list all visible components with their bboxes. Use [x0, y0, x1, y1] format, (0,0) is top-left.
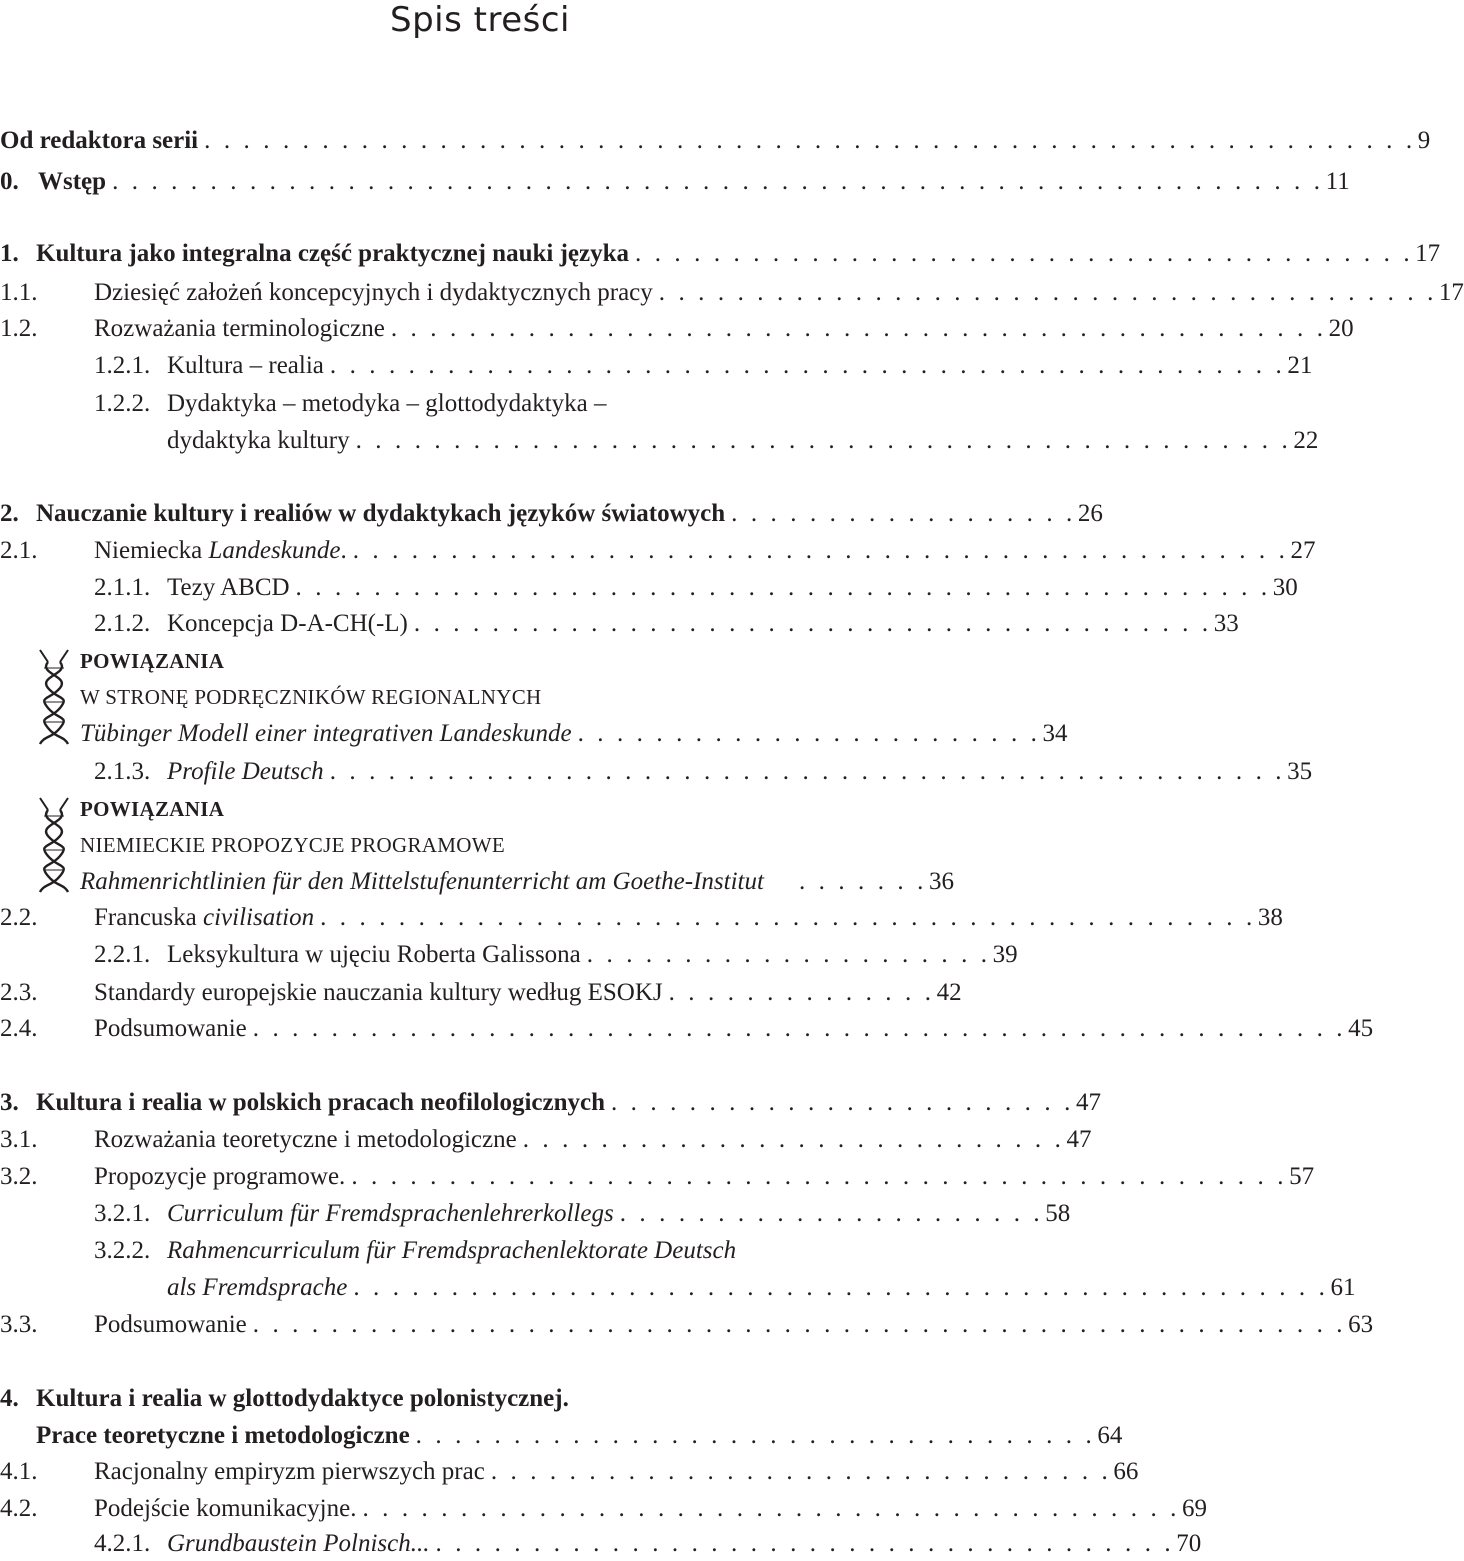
toc-entry-number: 2.2.: [0, 904, 38, 931]
toc-entry-text: Podsumowanie: [94, 1015, 247, 1042]
toc-page-number: 45: [1348, 1015, 1374, 1042]
toc-page-number: 17: [1438, 279, 1464, 306]
toc-entry-number: 1.1.: [0, 279, 38, 306]
toc-entry-text: Leksykultura w ujęciu Roberta Galissona: [167, 941, 581, 968]
toc-entry-text: Grundbaustein Polnisch...: [167, 1530, 430, 1557]
toc-entry-number: 4.1.: [0, 1458, 38, 1485]
toc-page-number: 39: [992, 941, 1018, 968]
toc-page-number: 27: [1290, 537, 1316, 564]
toc-entry-4-1[interactable]: 4.1. Racjonalny empiryzm pierwszych prac . . . . . . . . . . . . . . . . . . . . . . . . . . . . . . . . 66: [0, 1455, 954, 1489]
toc-entry-text: Propozycje programowe.: [94, 1163, 346, 1190]
toc-entry-number: 2.1.3.: [94, 758, 151, 785]
toc-page-number: 69: [1182, 1495, 1208, 1522]
toc-entry-text: Kultura jako integralna część praktycznej nauki języka: [36, 240, 630, 267]
toc-entry-chapter-1[interactable]: 1. Kultura jako integralna część praktycznej nauki języka . . . . . . . . . . . . . . . . . . . . . . . . . . . . . . . . . . . . . . . . 17: [0, 237, 954, 271]
toc-entry-2-2-1[interactable]: 2.2.1. Leksykultura w ujęciu Roberta Galissona . . . . . . . . . . . . . . . . . . . . . 39: [0, 938, 954, 972]
toc-entry-number: 4.2.1.: [94, 1530, 151, 1557]
toc-page-number: 64: [1097, 1422, 1123, 1449]
toc-entry-4-2[interactable]: 4.2. Podejście komunikacyjne. . . . . . . . . . . . . . . . . . . . . . . . . . . . . . . . . . . . . . . . . . . 69: [0, 1492, 954, 1526]
toc-entry-1-2-2[interactable]: dydaktyka kultury . . . . . . . . . . . . . . . . . . . . . . . . . . . . . . . . . . . . . . . . . . . . . . . . 22: [0, 424, 954, 458]
toc-entry-3-1[interactable]: 3.1. Rozważania teoretyczne i metodologiczne . . . . . . . . . . . . . . . . . . . . . . . . . . . . 47: [0, 1123, 954, 1157]
toc-entry-1-1[interactable]: 1.1. Dziesięć założeń koncepcyjnych i dydaktycznych pracy . . . . . . . . . . . . . . . . . . . . . . . . . . . . . . . . . . . . . . . . 17: [0, 276, 954, 310]
toc-entry-text: Koncepcja D-A-CH(-L): [167, 610, 408, 637]
toc-entry-number: 2.1.1.: [94, 574, 151, 601]
toc-entry-number: 2.4.: [0, 1015, 38, 1042]
toc-entry-wstep[interactable]: 0. Wstęp . . . . . . . . . . . . . . . . . . . . . . . . . . . . . . . . . . . . . . . . . . . . . . . . . . . . . . . . . . . . . . 11: [0, 165, 954, 199]
powiazania-subtitle: W STRONĘ PODRĘCZNIKÓW REGIONALNYCH: [80, 685, 542, 709]
toc-entry-text: Kultura – realia: [167, 352, 324, 379]
toc-entry-text: Rozważania terminologiczne: [94, 315, 385, 342]
toc-entry-chapter-2[interactable]: 2. Nauczanie kultury i realiów w dydaktykach języków światowych . . . . . . . . . . . . . . . . . . 26: [0, 497, 954, 531]
toc-entry-powiazania-rahmenrichtlinien[interactable]: Rahmenrichtlinien für den Mittelstufenunterricht am Goethe-Institut . . . . . . . 36: [0, 865, 954, 899]
toc-entry-number: 0.: [0, 168, 19, 195]
toc-page-number: 11: [1325, 168, 1350, 195]
toc-entry-number: 2.3.: [0, 979, 38, 1006]
toc-entry-text: Rahmencurriculum für Fremdsprachenlektorate Deutsch: [167, 1237, 737, 1264]
toc-entry-3-2-2[interactable]: als Fremdsprache . . . . . . . . . . . . . . . . . . . . . . . . . . . . . . . . . . . . . . . . . . . . . . . . . . 61: [0, 1271, 954, 1305]
page-title: Spis treści: [390, 0, 570, 40]
toc-entry-4-2-1[interactable]: 4.2.1. Grundbaustein Polnisch... . . . . . . . . . . . . . . . . . . . . . . . . . . . . . . . . . . . . . . 70: [0, 1527, 954, 1561]
toc-entry-text-italic: civilisation: [203, 904, 315, 931]
toc-entry-1-2-1[interactable]: 1.2.1. Kultura – realia . . . . . . . . . . . . . . . . . . . . . . . . . . . . . . . . . . . . . . . . . . . . . . . . . 21: [0, 349, 954, 383]
toc-entry-2-1[interactable]: 2.1. Niemiecka Landeskunde. . . . . . . . . . . . . . . . . . . . . . . . . . . . . . . . . . . . . . . . . . . . . . . . . 27: [0, 534, 954, 568]
toc-entry-2-1-3[interactable]: 2.1.3. Profile Deutsch . . . . . . . . . . . . . . . . . . . . . . . . . . . . . . . . . . . . . . . . . . . . . . . . . 35: [0, 755, 954, 789]
toc-entry-text: Francuska: [94, 904, 203, 931]
toc-entry-number: 2.2.1.: [94, 941, 151, 968]
toc-entry-text: Dziesięć założeń koncepcyjnych i dydaktycznych pracy: [94, 279, 653, 306]
toc-page-number: 38: [1257, 904, 1283, 931]
toc-entry-number: 2.1.: [0, 537, 38, 564]
toc-page-number: 36: [929, 868, 954, 895]
toc-entry-text: Podsumowanie: [94, 1311, 247, 1338]
toc-page-number: 47: [1066, 1126, 1092, 1153]
toc-page-number: 42: [936, 979, 962, 1006]
toc-entry-chapter-3[interactable]: 3. Kultura i realia w polskich pracach neofilologicznych . . . . . . . . . . . . . . . . . . . . . . . . 47: [0, 1086, 954, 1120]
toc-entry-text: Standardy europejskie nauczania kultury według ESOKJ: [94, 979, 663, 1006]
toc-entry-text: Od redaktora serii: [0, 127, 199, 154]
toc-entry-text: Podejście komunikacyjne.: [94, 1495, 357, 1522]
toc-entry-chapter-4-line1[interactable]: [0, 1382, 569, 1416]
toc-entry-text-continued: Prace teoretyczne i metodologiczne: [36, 1422, 410, 1449]
toc-entry-number: 3.2.2.: [94, 1237, 151, 1264]
toc-entry-powiazania-tubingen[interactable]: Tübinger Modell einer integrativen Landeskunde . . . . . . . . . . . . . . . . . . . . . . . . 34: [0, 717, 954, 751]
toc-entry-3-2-1[interactable]: 3.2.1. Curriculum für Fremdsprachenlehrerkollegs . . . . . . . . . . . . . . . . . . . . . . 58: [0, 1197, 954, 1231]
toc-entry-text: Kultura i realia w polskich pracach neofilologicznych: [36, 1089, 605, 1116]
toc-entry-text: Kultura i realia w glottodydaktyce polonistycznej.: [36, 1385, 569, 1412]
toc-entry-number: 4.2.: [0, 1495, 38, 1522]
toc-page-number: 66: [1113, 1458, 1139, 1485]
toc-entry-2-1-2[interactable]: 2.1.2. Koncepcja D-A-CH(-L) . . . . . . . . . . . . . . . . . . . . . . . . . . . . . . . . . . . . . . . . . 33: [0, 607, 954, 641]
powiazania-label: POWIĄZANIA: [80, 649, 225, 673]
toc-entry-3-3[interactable]: 3.3. Podsumowanie . . . . . . . . . . . . . . . . . . . . . . . . . . . . . . . . . . . . . . . . . . . . . . . . . . . . . . . . 63: [0, 1308, 954, 1342]
toc-entry-text-continued: als Fremdsprache: [167, 1274, 348, 1301]
toc-entry-1-2-2-line1[interactable]: [94, 387, 607, 421]
toc-page-number: 21: [1287, 352, 1313, 379]
toc-entry-chapter-4[interactable]: Prace teoretyczne i metodologiczne . . . . . . . . . . . . . . . . . . . . . . . . . . . . . . . . . . . 64: [0, 1419, 954, 1453]
toc-entry-text: Niemiecka: [94, 537, 209, 564]
toc-entry-number: 1.: [0, 240, 19, 267]
toc-entry-2-4[interactable]: 2.4. Podsumowanie . . . . . . . . . . . . . . . . . . . . . . . . . . . . . . . . . . . . . . . . . . . . . . . . . . . . . . . . 45: [0, 1012, 954, 1046]
toc-page-number: 35: [1287, 758, 1313, 785]
toc-entry-text: Nauczanie kultury i realiów w dydaktykach języków światowych: [36, 500, 726, 527]
toc-page-number: 70: [1176, 1530, 1202, 1557]
toc-entry-number: 2.: [0, 500, 19, 527]
toc-page-number: 57: [1289, 1163, 1315, 1190]
toc-entry-text: Rozważania teoretyczne i metodologiczne: [94, 1126, 517, 1153]
toc-entry-2-1-1[interactable]: 2.1.1. Tezy ABCD . . . . . . . . . . . . . . . . . . . . . . . . . . . . . . . . . . . . . . . . . . . . . . . . . . 30: [0, 571, 954, 605]
toc-entry-text: Racjonalny empiryzm pierwszych prac: [94, 1458, 485, 1485]
toc-page-number: 9: [1417, 127, 1431, 154]
toc-entry-2-3[interactable]: 2.3. Standardy europejskie nauczania kultury według ESOKJ . . . . . . . . . . . . . . 42: [0, 976, 954, 1010]
powiazania-subtitle: NIEMIECKIE PROPOZYCJE PROGRAMOWE: [80, 833, 505, 857]
toc-page-number: 34: [1042, 720, 1068, 747]
toc-entry-3-2-2-line1[interactable]: [94, 1234, 736, 1268]
toc-entry-number: 3.3.: [0, 1311, 38, 1338]
toc-page-number: 30: [1272, 574, 1298, 601]
toc-entry-text-italic: Landeskunde: [208, 537, 341, 564]
toc-entry-text: Profile Deutsch: [167, 758, 324, 785]
toc-entry-text: Dydaktyka – metodyka – glottodydaktyka –: [167, 390, 607, 417]
toc-entry-od-redaktora[interactable]: Od redaktora serii . . . . . . . . . . . . . . . . . . . . . . . . . . . . . . . . . . . . . . . . . . . . . . . . . . . . . . . . . . . . . . 9: [0, 124, 954, 158]
toc-page-number: 58: [1045, 1200, 1071, 1227]
toc-entry-text-continued: dydaktyka kultury: [167, 427, 350, 454]
toc-page-number: 61: [1330, 1274, 1356, 1301]
toc-entry-text: Rahmenrichtlinien für den Mittelstufenunterricht am Goethe-Institut: [80, 868, 764, 895]
toc-entry-number: 3.2.: [0, 1163, 38, 1190]
toc-entry-number: 1.2.2.: [94, 390, 151, 417]
toc-page-number: 63: [1348, 1311, 1374, 1338]
toc-entry-number: 3.2.1.: [94, 1200, 151, 1227]
toc-entry-number: 3.1.: [0, 1126, 38, 1153]
toc-page-number: 17: [1415, 240, 1441, 267]
toc-entry-1-2[interactable]: 1.2. Rozważania terminologiczne . . . . . . . . . . . . . . . . . . . . . . . . . . . . . . . . . . . . . . . . . . . . . . . . 20: [0, 312, 954, 346]
toc-page-number: 26: [1077, 500, 1103, 527]
toc-entry-number: 1.2.1.: [94, 352, 151, 379]
toc-page-number: 22: [1293, 427, 1319, 454]
toc-page-number: 47: [1075, 1089, 1101, 1116]
toc-entry-number: 1.2.: [0, 315, 38, 342]
toc-entry-number: 3.: [0, 1089, 19, 1116]
toc-entry-text: Tübinger Modell einer integrativen Landeskunde: [80, 720, 572, 747]
toc-entry-text: Curriculum für Fremdsprachenlehrerkollegs: [167, 1200, 614, 1227]
toc-entry-number: 4.: [0, 1385, 19, 1412]
powiazania-label: POWIĄZANIA: [80, 797, 225, 821]
toc-entry-2-2[interactable]: 2.2. Francuska civilisation . . . . . . . . . . . . . . . . . . . . . . . . . . . . . . . . . . . . . . . . . . . . . . . . 38: [0, 901, 954, 935]
toc-page-number: 33: [1213, 610, 1239, 637]
toc-entry-text: Tezy ABCD: [167, 574, 290, 601]
toc-page-number: 20: [1328, 315, 1354, 342]
toc-entry-text: Wstęp: [38, 168, 107, 195]
toc-entry-3-2[interactable]: 3.2. Propozycje programowe. . . . . . . . . . . . . . . . . . . . . . . . . . . . . . . . . . . . . . . . . . . . . . . . . 57: [0, 1160, 954, 1194]
toc-entry-number: 2.1.2.: [94, 610, 151, 637]
